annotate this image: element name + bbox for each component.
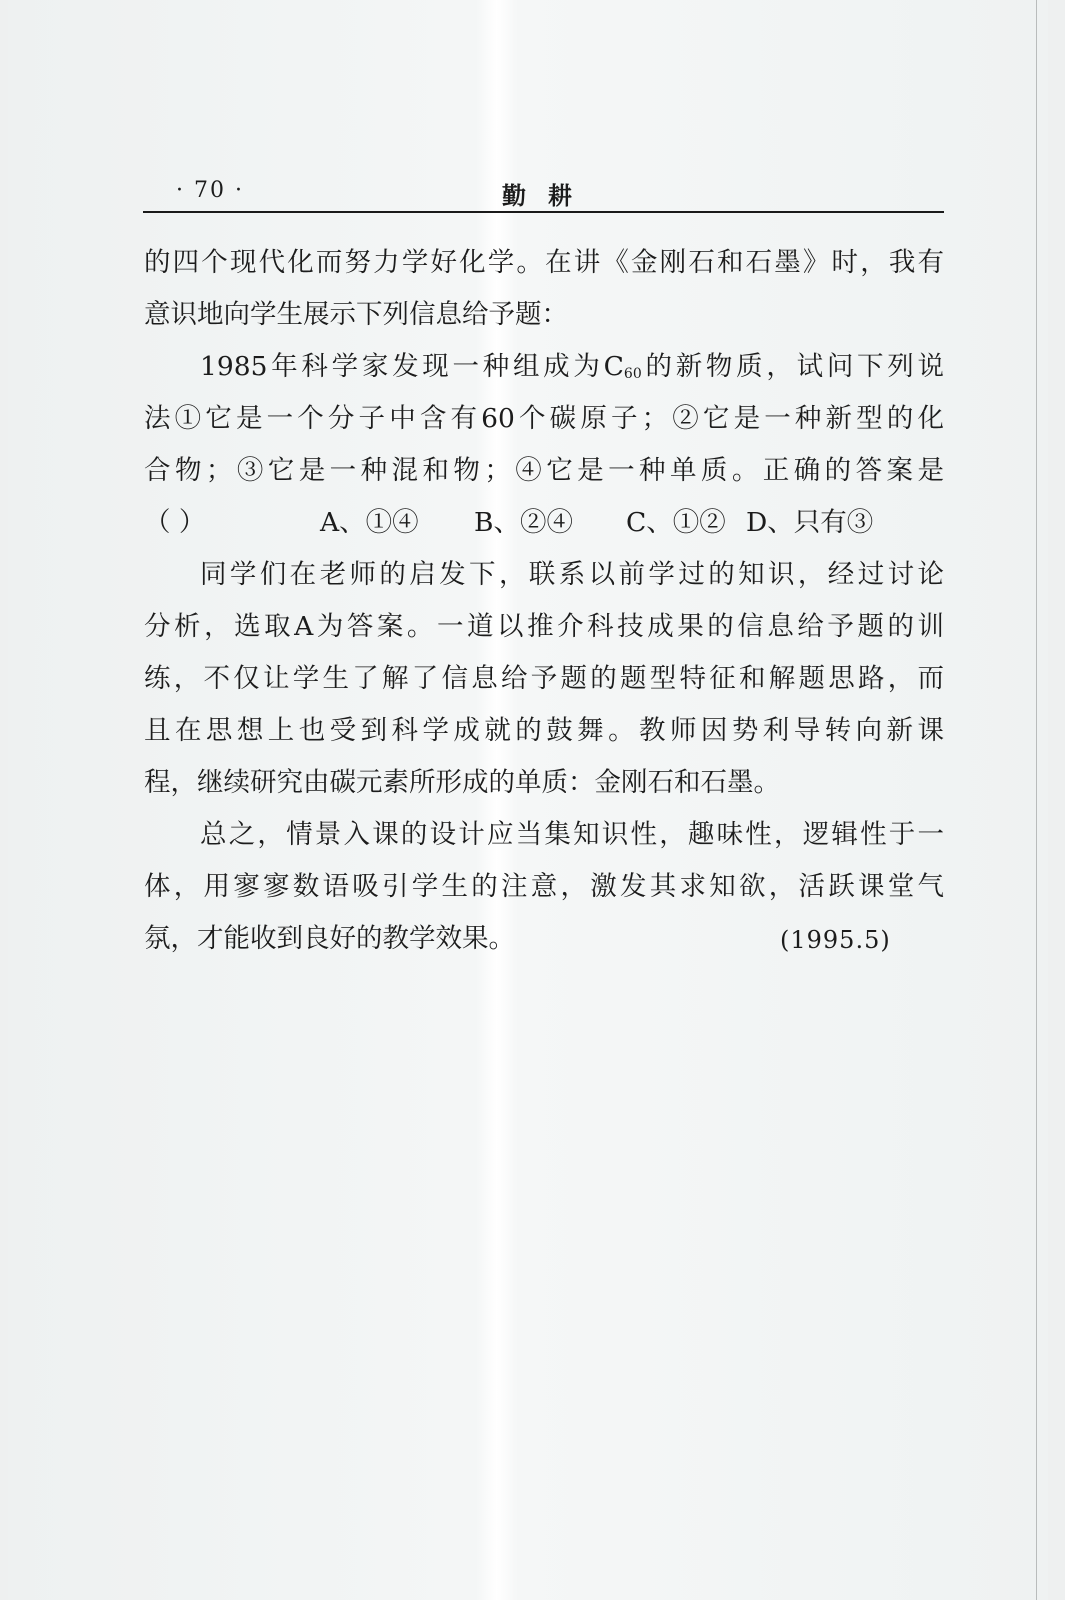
text-line: 程，继续研究由碳元素所形成的单质：金刚石和石墨。: [144, 767, 780, 798]
text-line: 分析，选取A为答案。一道以推介科技成果的信息给予题的训: [144, 611, 944, 642]
option-c: C、①②: [626, 507, 726, 538]
text-line: 体，用寥寥数语吸引学生的注意，激发其求知欲，活跃课堂气: [144, 871, 944, 902]
text-fragment: 的新物质，试问下列说: [641, 351, 944, 382]
text-line: 意识地向学生展示下列信息给予题：: [144, 299, 568, 330]
chemical-formula: [604, 351, 642, 382]
text-line: [144, 341, 944, 393]
page-header: [136, 176, 944, 212]
text-line: 同学们在老师的启发下，联系以前学过的知识，经过讨论: [200, 559, 944, 590]
text-fragment: 1985年科学家发现一种组成为: [200, 351, 604, 382]
formula-subscript: 60: [623, 366, 642, 382]
answer-blank: （ ）: [144, 507, 206, 538]
option-a: A、①④: [320, 507, 419, 538]
book-page: [8, 0, 1048, 1600]
page-number: · 70 ·: [176, 178, 244, 203]
text-line: 练，不仅让学生了解了信息给予题的题型特征和解题思路，而: [144, 663, 944, 694]
answer-options: [144, 497, 944, 549]
header-rule: [143, 211, 944, 213]
option-b: B、②④: [474, 507, 573, 538]
page-edge: [1036, 0, 1037, 1600]
formula-base: C: [603, 351, 624, 382]
text-line: 法①它是一个分子中含有60个碳原子；②它是一种新型的化: [144, 403, 944, 434]
text-line: 氛，才能收到良好的教学效果。: [144, 923, 515, 954]
text-line: 总之，情景入课的设计应当集知识性，趣味性，逻辑性于一: [200, 819, 944, 850]
option-d: D、只有③: [746, 507, 874, 538]
running-title: 勤耕: [502, 181, 594, 210]
text-line: 的四个现代化而努力学好化学。在讲《金刚石和石墨》时，我有: [144, 247, 944, 278]
body-text: [144, 237, 944, 965]
text-line: 合物；③它是一种混和物；④它是一种单质。正确的答案是: [144, 455, 944, 486]
text-line: 且在思想上也受到科学成就的鼓舞。教师因势利导转向新课: [144, 715, 944, 746]
date-stamp: (1995.5): [780, 926, 891, 954]
